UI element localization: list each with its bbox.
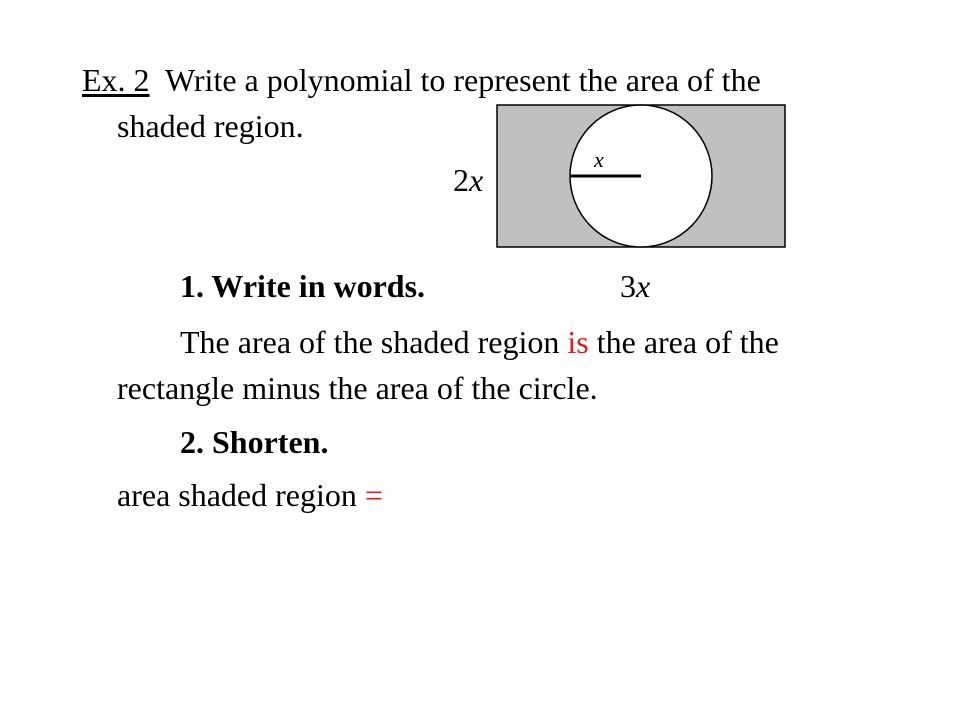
height-label: [453, 162, 483, 198]
area-equation: [117, 477, 383, 513]
sentence-part-2: the area of the: [596, 324, 779, 360]
sentence-is: is: [567, 324, 589, 360]
sentence-line-1: [180, 324, 779, 360]
width-label: [620, 268, 650, 304]
prompt-line-1: Write a polynomial to represent the area of the: [164, 62, 761, 98]
width-coef: 3: [620, 268, 636, 304]
height-coef: 2: [453, 162, 469, 198]
height-variable: x: [469, 162, 484, 198]
radius-label: x: [594, 147, 604, 172]
width-variable: x: [636, 268, 651, 304]
prompt-line-2: shaded region.: [117, 108, 304, 144]
sentence-part-1: The area of the shaded region: [180, 324, 560, 360]
equals-sign: =: [364, 477, 383, 513]
step-1-heading: 1. Write in words.: [180, 268, 426, 304]
area-label: area shaded region: [117, 477, 357, 513]
step-2-heading: 2. Shorten.: [180, 424, 329, 460]
sentence-line-2: rectangle minus the area of the circle.: [117, 370, 598, 406]
example-label: Ex. 2: [82, 62, 150, 98]
